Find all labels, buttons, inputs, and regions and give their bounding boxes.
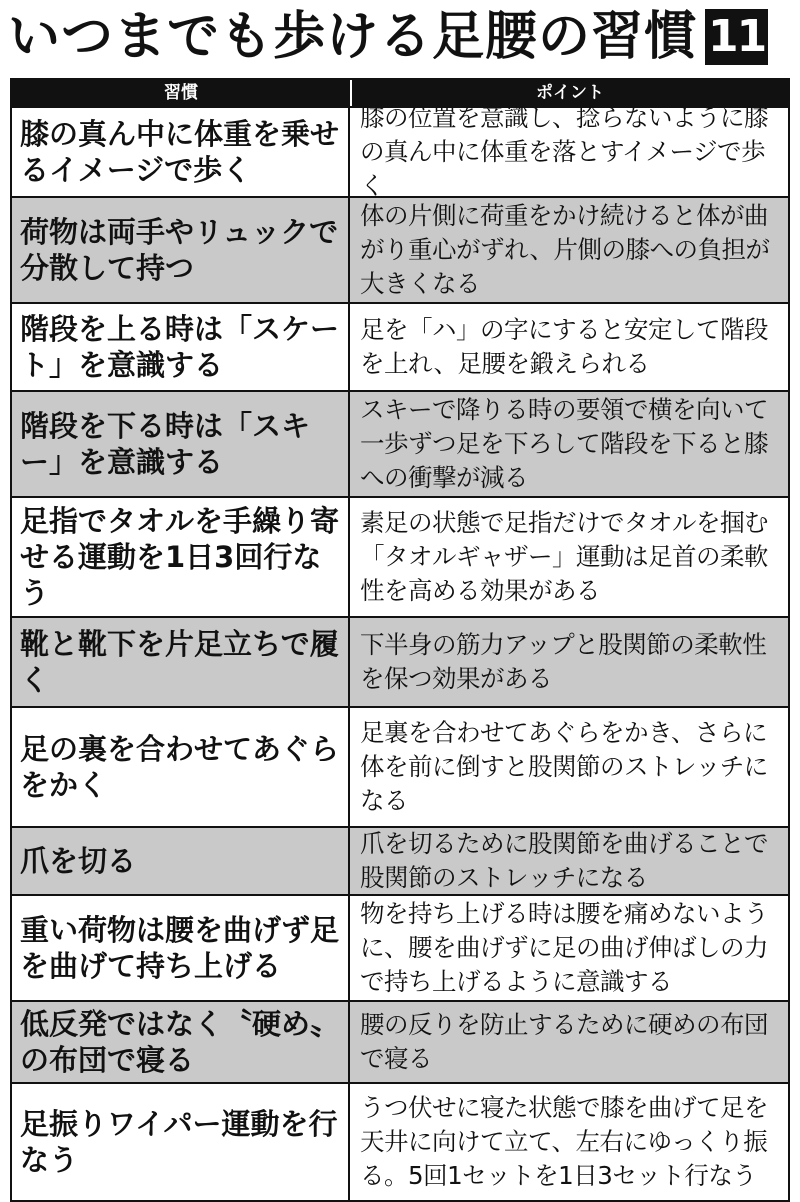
habit-text: 膝の真ん中に体重を乗せるイメージで歩く (20, 117, 340, 187)
table-row (12, 390, 788, 496)
point-cell (350, 103, 788, 200)
habit-text: 階段を上る時は「スケート」を意識する (20, 312, 340, 382)
table-row (12, 496, 788, 616)
habit-text: 低反発ではなく〝硬め〟の布団で寝る (20, 1007, 340, 1077)
habit-cell (12, 198, 350, 302)
table-row (12, 706, 788, 826)
point-text: 下半身の筋力アップと股関節の柔軟性を保つ効果がある (360, 630, 767, 693)
table-row (12, 1000, 788, 1082)
title-count-badge: 11 (705, 9, 768, 65)
point-text: スキーで降りる時の要領で横を向いて一歩ずつ足を下ろして階段を下ると膝への衝撃が減る (360, 395, 768, 492)
point-cell (350, 828, 788, 894)
point-cell (350, 618, 788, 706)
habit-cell (12, 498, 350, 616)
table-row (12, 302, 788, 390)
table-row (12, 826, 788, 894)
table-body (12, 103, 788, 1200)
header-habit: 習慣 (12, 80, 352, 106)
title-bar (0, 0, 800, 74)
habit-text: 足の裏を合わせてあぐらをかく (20, 732, 340, 802)
point-text: 物を持ち上げる時は腰を痛めないように、腰を曲げずに足の曲げ伸ばしの力で持ち上げるように意識する (360, 899, 768, 996)
point-cell (350, 896, 788, 1000)
habit-text: 重い荷物は腰を曲げず足を曲げて持ち上げる (20, 913, 340, 983)
point-cell (350, 198, 788, 302)
habit-text: 爪を切る (20, 844, 137, 878)
habit-text: 足振りワイパー運動を行なう (20, 1107, 338, 1177)
page-title: いつまでも歩ける足腰の習慣 (8, 7, 698, 67)
habit-cell (12, 828, 350, 894)
habit-text: 足指でタオルを手繰り寄せる運動を1日3回行なう (20, 504, 340, 610)
point-text: 膝の位置を意識し、捻らないように膝の真ん中に体重を落とすイメージで歩く (360, 103, 768, 200)
habit-text: 荷物は両手やリュックで分散して持つ (20, 215, 339, 285)
habit-cell (12, 304, 350, 390)
point-text: 腰の反りを防止するために硬めの布団で寝る (360, 1010, 768, 1073)
point-text: 足を「ハ」の字にすると安定して階段を上れ、足腰を鍛えられる (360, 315, 768, 378)
point-text: うつ伏せに寝た状態で膝を曲げて足を天井に向けて立て、左右にゆっくり振る。5回1セットを1日3セット行なう (360, 1093, 768, 1190)
header-point: ポイント (536, 83, 604, 103)
table-row (12, 894, 788, 1000)
table-row (12, 1082, 788, 1200)
point-cell (350, 304, 788, 390)
point-text: 体の片側に荷重をかけ続けると体が曲がり重心がずれ、片側の膝への負担が大きくなる (360, 201, 770, 298)
point-text: 爪を切るために股関節を曲げることで股関節のストレッチになる (360, 829, 768, 892)
table-row (12, 616, 788, 706)
point-cell (350, 498, 788, 616)
habit-text: 靴と靴下を片足立ちで履く (20, 627, 339, 697)
habit-cell (12, 392, 350, 496)
point-cell (350, 1002, 788, 1082)
point-cell (350, 708, 788, 826)
habit-cell (12, 708, 350, 826)
point-cell (350, 392, 788, 496)
point-text: 素足の状態で足指だけでタオルを掴む「タオルギャザー」運動は足首の柔軟性を高める効果がある (360, 508, 768, 605)
habit-cell (12, 618, 350, 706)
habit-cell (12, 1002, 350, 1082)
habit-cell (12, 1084, 350, 1200)
table-row (12, 103, 788, 200)
habit-cell (12, 896, 350, 1000)
table-row (12, 196, 788, 302)
habit-cell (12, 108, 350, 196)
point-text: 足裏を合わせてあぐらをかき、さらに体を前に倒すと股関節のストレッチになる (360, 718, 768, 815)
habits-table (10, 78, 790, 1202)
habit-text: 階段を下る時は「スキー」を意識する (20, 409, 311, 479)
point-cell (350, 1084, 788, 1200)
